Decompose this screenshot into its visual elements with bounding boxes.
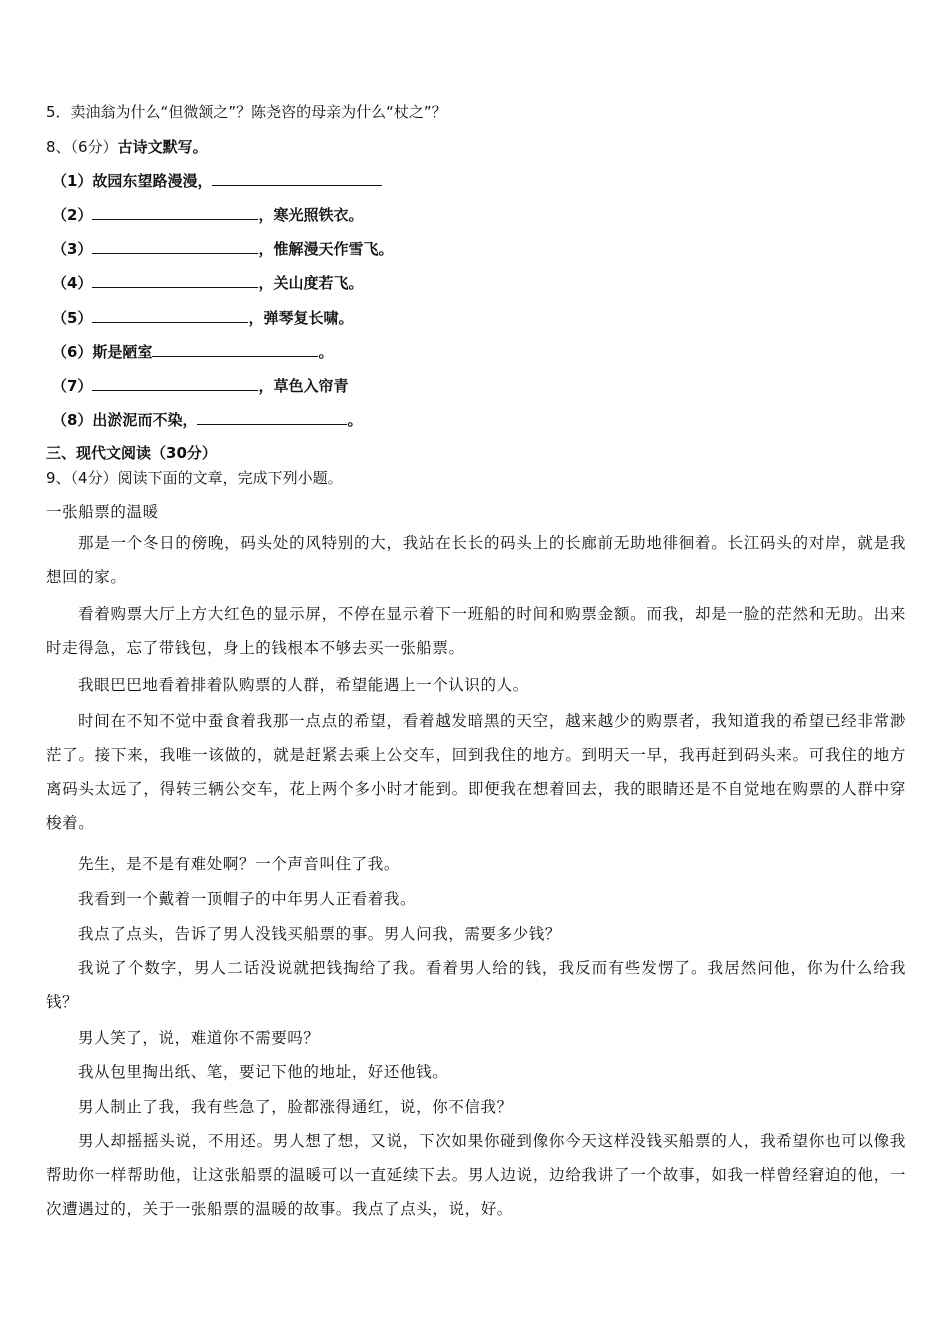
article-paragraph-11: 男人制止了我，我有些急了，脸都涨得通红，说，你不信我？ bbox=[78, 1098, 513, 1116]
article-paragraph-5: 先生，是不是有难处啊？一个声音叫住了我。 bbox=[78, 855, 401, 873]
fill-item-3 bbox=[52, 239, 393, 259]
fill-item-1 bbox=[52, 171, 382, 191]
article-paragraph-12: 男人却摇摇头说，不用还。男人想了想，又说，下次如果你碰到像你今天这样没钱买船票的人，我希望你也可以像我帮助你一样帮助他，让这张船票的温暖可以一直延续下去。男人边说，边给我讲了一个故事，如我一样曾经窘迫的他，一次遭遇过的，关于一张船票的温暖的故事。我点了点头，说，好。 bbox=[46, 1132, 906, 1218]
question-8-header bbox=[46, 137, 208, 157]
fill-item-2-suffix: ，寒光照铁衣。 bbox=[258, 206, 364, 224]
question-5: 5．卖油翁为什么“但微颔之”？陈尧咨的母亲为什么“杖之”？ bbox=[46, 103, 447, 121]
article-paragraph-1: 那是一个冬日的傍晚，码头处的风特别的大，我站在长长的码头上的长廊前无助地徘徊着。长江码头的对岸，就是我想回的家。 bbox=[46, 534, 906, 586]
fill-item-1-prefix: （1）故园东望路漫漫， bbox=[52, 172, 213, 190]
fill-item-2-blank[interactable] bbox=[92, 205, 258, 220]
fill-item-7-suffix: ，草色入帘青 bbox=[258, 377, 349, 395]
fill-item-5 bbox=[52, 308, 353, 328]
fill-item-8-prefix: （8）出淤泥而不染， bbox=[52, 411, 198, 429]
fill-item-6-blank[interactable] bbox=[152, 342, 318, 357]
fill-item-4 bbox=[52, 273, 363, 293]
fill-item-5-blank[interactable] bbox=[92, 308, 248, 323]
fill-item-4-prefix: （4） bbox=[52, 274, 93, 292]
article-paragraph-7: 我点了点头，告诉了男人没钱买船票的事。男人问我，需要多少钱？ bbox=[78, 925, 562, 943]
fill-item-3-blank[interactable] bbox=[92, 239, 258, 254]
fill-item-8-blank[interactable] bbox=[197, 410, 347, 425]
question-9: 9、（4分）阅读下面的文章，完成下列小题。 bbox=[46, 469, 343, 487]
fill-item-5-suffix: ，弹琴复长啸。 bbox=[248, 309, 354, 327]
fill-item-6-suffix: 。 bbox=[318, 343, 334, 361]
article-paragraph-10: 我从包里掏出纸、笔，要记下他的地址，好还他钱。 bbox=[78, 1063, 449, 1081]
fill-item-8-suffix: 。 bbox=[347, 411, 363, 429]
fill-item-5-prefix: （5） bbox=[52, 309, 93, 327]
fill-item-1-blank[interactable] bbox=[212, 171, 382, 186]
article-paragraph-9: 男人笑了，说，难道你不需要吗？ bbox=[78, 1029, 320, 1047]
fill-item-4-blank[interactable] bbox=[92, 273, 258, 288]
article-paragraph-2: 看着购票大厅上方大红色的显示屏，不停在显示着下一班船的时间和购票金额。而我，却是一脸的茫然和无助。出来时走得急，忘了带钱包，身上的钱根本不够去买一张船票。 bbox=[46, 605, 906, 657]
article-paragraph-3: 我眼巴巴地看着排着队购票的人群，希望能遇上一个认识的人。 bbox=[78, 676, 529, 694]
article-paragraph-6: 我看到一个戴着一顶帽子的中年男人正看着我。 bbox=[78, 890, 417, 908]
fill-item-2-prefix: （2） bbox=[52, 206, 93, 224]
article-title: 一张船票的温暖 bbox=[46, 503, 159, 521]
fill-item-8 bbox=[52, 410, 362, 430]
fill-item-6-prefix: （6）斯是陋室 bbox=[52, 343, 153, 361]
question-8-title: 古诗文默写。 bbox=[117, 138, 208, 156]
fill-item-3-prefix: （3） bbox=[52, 240, 93, 258]
question-8-number: 8、（6分） bbox=[46, 138, 118, 156]
fill-item-6 bbox=[52, 342, 333, 362]
article-paragraph-4: 时间在不知不觉中蚕食着我那一点点的希望，看着越发暗黑的天空，越来越少的购票者，我知道我的希望已经非常渺茫了。接下来，我唯一该做的，就是赶紧去乘上公交车，回到我住的地方。到明天一早，我再赶到码头来。可我住的地方离码头太远了，得转三辆公交车，花上两个多小时才能到。即便我在想着回去，我的眼睛还是不自觉地在购票的人群中穿梭着。 bbox=[46, 712, 906, 832]
fill-item-7 bbox=[52, 376, 348, 396]
article-paragraph-8: 我说了个数字，男人二话没说就把钱掏给了我。看着男人给的钱，我反而有些发愣了。我居然问他，你为什么给我钱？ bbox=[46, 959, 906, 1011]
section-3-heading: 三、现代文阅读（30分） bbox=[46, 444, 217, 462]
fill-item-7-blank[interactable] bbox=[92, 376, 258, 391]
fill-item-4-suffix: ，关山度若飞。 bbox=[258, 274, 364, 292]
fill-item-7-prefix: （7） bbox=[52, 377, 93, 395]
fill-item-2 bbox=[52, 205, 363, 225]
fill-item-3-suffix: ，惟解漫天作雪飞。 bbox=[258, 240, 394, 258]
